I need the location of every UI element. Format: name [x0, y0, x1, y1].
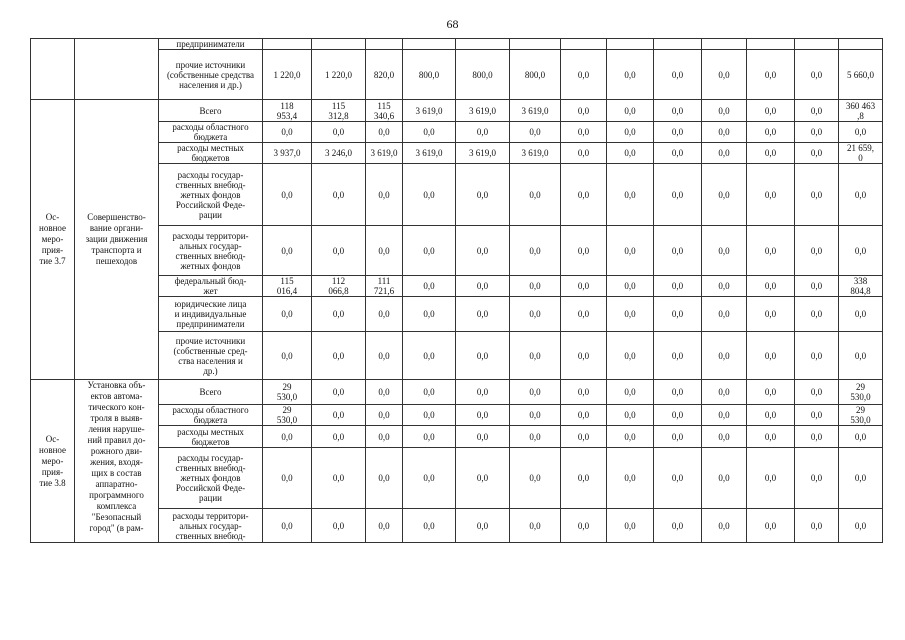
value-cell: 0,0: [795, 164, 839, 226]
value-cell: 0,0: [795, 509, 839, 543]
value-cell: 800,0: [510, 50, 561, 100]
value-cell: 0,0: [263, 122, 312, 143]
value-cell: 3 619,0: [403, 143, 456, 164]
value-cell: 0,0: [312, 122, 366, 143]
table-row: [31, 50, 883, 100]
value-cell: [747, 39, 795, 50]
value-cell: 0,0: [366, 405, 403, 426]
value-cell: 0,0: [839, 122, 883, 143]
value-cell: [510, 39, 561, 50]
value-cell: 0,0: [561, 448, 607, 509]
value-cell: 0,0: [607, 448, 654, 509]
funding-source: расходы областного бюджета: [159, 405, 263, 426]
value-cell: [839, 39, 883, 50]
value-cell: 0,0: [456, 426, 510, 448]
funding-source: расходы местных бюджетов: [159, 426, 263, 448]
value-cell: 0,0: [366, 226, 403, 276]
measure-name: Ос- новное меро- прия- тие 3.7: [31, 100, 75, 380]
value-cell: [366, 39, 403, 50]
value-cell: 0,0: [312, 332, 366, 380]
value-cell: 0,0: [561, 122, 607, 143]
value-cell: 0,0: [561, 143, 607, 164]
value-cell: 0,0: [607, 50, 654, 100]
value-cell: 0,0: [607, 276, 654, 297]
value-cell: 0,0: [747, 448, 795, 509]
table-row: [31, 100, 883, 122]
table-row: [31, 297, 883, 332]
value-cell: 0,0: [747, 276, 795, 297]
measure-name: Ос- новное меро- прия- тие 3.8: [31, 380, 75, 543]
value-cell: 3 619,0: [403, 100, 456, 122]
value-cell: 118 953,4: [263, 100, 312, 122]
value-cell: 0,0: [561, 276, 607, 297]
funding-source: расходы областного бюджета: [159, 122, 263, 143]
value-cell: 0,0: [839, 226, 883, 276]
value-cell: 0,0: [366, 509, 403, 543]
value-cell: 0,0: [702, 143, 747, 164]
value-cell: 0,0: [747, 226, 795, 276]
value-cell: 0,0: [510, 276, 561, 297]
value-cell: 0,0: [702, 509, 747, 543]
value-cell: 0,0: [403, 380, 456, 405]
value-cell: 29 530,0: [839, 405, 883, 426]
page-number: 68: [446, 17, 459, 31]
value-cell: 0,0: [795, 276, 839, 297]
value-cell: 1 220,0: [263, 50, 312, 100]
value-cell: 3 246,0: [312, 143, 366, 164]
value-cell: 0,0: [456, 276, 510, 297]
value-cell: 0,0: [747, 509, 795, 543]
value-cell: [654, 39, 702, 50]
value-cell: 0,0: [561, 164, 607, 226]
value-cell: 0,0: [702, 405, 747, 426]
value-cell: [561, 39, 607, 50]
value-cell: 21 659, 0: [839, 143, 883, 164]
value-cell: 0,0: [654, 122, 702, 143]
value-cell: 0,0: [456, 380, 510, 405]
value-cell: 0,0: [654, 100, 702, 122]
value-cell: 0,0: [561, 380, 607, 405]
measure-name: [31, 39, 75, 100]
value-cell: 0,0: [607, 143, 654, 164]
value-cell: 0,0: [263, 164, 312, 226]
value-cell: 0,0: [561, 226, 607, 276]
value-cell: 0,0: [702, 226, 747, 276]
value-cell: 0,0: [654, 226, 702, 276]
value-cell: [795, 39, 839, 50]
value-cell: [702, 39, 747, 50]
value-cell: 3 619,0: [456, 143, 510, 164]
value-cell: 0,0: [263, 332, 312, 380]
table-row: [31, 276, 883, 297]
value-cell: 115 016,4: [263, 276, 312, 297]
value-cell: 0,0: [263, 226, 312, 276]
value-cell: 0,0: [607, 226, 654, 276]
value-cell: 3 619,0: [510, 143, 561, 164]
value-cell: 0,0: [403, 164, 456, 226]
value-cell: 0,0: [795, 122, 839, 143]
value-cell: 0,0: [510, 509, 561, 543]
value-cell: 0,0: [795, 226, 839, 276]
funding-source: прочие источники (собственные средства населения и др.): [159, 50, 263, 100]
value-cell: 800,0: [456, 50, 510, 100]
value-cell: 0,0: [654, 405, 702, 426]
value-cell: 0,0: [795, 426, 839, 448]
value-cell: 0,0: [561, 50, 607, 100]
funding-source: расходы государ- ственных внебюд- жетных фондов Российской Феде- рации: [159, 164, 263, 226]
value-cell: 0,0: [747, 297, 795, 332]
value-cell: 0,0: [607, 122, 654, 143]
value-cell: 0,0: [366, 122, 403, 143]
value-cell: 0,0: [747, 164, 795, 226]
value-cell: 0,0: [607, 380, 654, 405]
funding-source: прочие источники (собственные сред- ства населения и др.): [159, 332, 263, 380]
value-cell: 0,0: [654, 143, 702, 164]
value-cell: 0,0: [702, 50, 747, 100]
value-cell: 0,0: [747, 332, 795, 380]
value-cell: 0,0: [654, 426, 702, 448]
table-row: [31, 426, 883, 448]
funding-source: расходы государ- ственных внебюд- жетных фондов Российской Феде- рации: [159, 448, 263, 509]
value-cell: 0,0: [366, 380, 403, 405]
value-cell: 0,0: [510, 380, 561, 405]
value-cell: 0,0: [654, 297, 702, 332]
value-cell: 0,0: [366, 448, 403, 509]
value-cell: 0,0: [607, 405, 654, 426]
value-cell: 0,0: [702, 426, 747, 448]
value-cell: 0,0: [403, 332, 456, 380]
value-cell: 820,0: [366, 50, 403, 100]
value-cell: 3 937,0: [263, 143, 312, 164]
value-cell: 0,0: [747, 380, 795, 405]
value-cell: 0,0: [312, 426, 366, 448]
value-cell: 0,0: [654, 332, 702, 380]
value-cell: 3 619,0: [366, 143, 403, 164]
value-cell: 0,0: [795, 448, 839, 509]
value-cell: 0,0: [403, 122, 456, 143]
value-cell: 0,0: [510, 164, 561, 226]
value-cell: 0,0: [456, 332, 510, 380]
value-cell: 0,0: [702, 122, 747, 143]
value-cell: 3 619,0: [510, 100, 561, 122]
value-cell: [403, 39, 456, 50]
value-cell: 0,0: [839, 509, 883, 543]
value-cell: 0,0: [456, 405, 510, 426]
value-cell: 0,0: [702, 164, 747, 226]
value-cell: 0,0: [403, 405, 456, 426]
table-row: [31, 122, 883, 143]
value-cell: 0,0: [795, 297, 839, 332]
value-cell: 0,0: [312, 509, 366, 543]
value-cell: 0,0: [312, 297, 366, 332]
value-cell: [263, 39, 312, 50]
value-cell: 0,0: [510, 448, 561, 509]
value-cell: 0,0: [702, 448, 747, 509]
value-cell: 0,0: [839, 448, 883, 509]
value-cell: 0,0: [654, 50, 702, 100]
value-cell: 0,0: [403, 297, 456, 332]
value-cell: 0,0: [795, 143, 839, 164]
value-cell: 0,0: [456, 164, 510, 226]
value-cell: 0,0: [795, 380, 839, 405]
measure-description: Установка объ- ектов автома- тического кон- троля в выяв- ления наруше- ний правил до- рожного дви- жения, входя- щих в состав аппаратно- программного комплекса "Безопасный город" (в рам-: [75, 380, 159, 543]
value-cell: 111 721,6: [366, 276, 403, 297]
value-cell: 0,0: [312, 380, 366, 405]
value-cell: 0,0: [795, 100, 839, 122]
table-row: [31, 164, 883, 226]
funding-source: расходы территори- альных государ- ственных внебюд-: [159, 509, 263, 543]
value-cell: 0,0: [456, 122, 510, 143]
value-cell: 0,0: [510, 297, 561, 332]
value-cell: 0,0: [456, 448, 510, 509]
table-body: [31, 39, 883, 543]
value-cell: 0,0: [747, 143, 795, 164]
value-cell: 0,0: [747, 405, 795, 426]
funding-source: расходы территори- альных государ- ственных внебюд- жетных фондов: [159, 226, 263, 276]
table-row: [31, 405, 883, 426]
value-cell: [456, 39, 510, 50]
value-cell: 0,0: [702, 297, 747, 332]
value-cell: [607, 39, 654, 50]
value-cell: 0,0: [839, 332, 883, 380]
value-cell: 0,0: [510, 226, 561, 276]
value-cell: 0,0: [607, 100, 654, 122]
table-row: [31, 509, 883, 543]
value-cell: 0,0: [607, 332, 654, 380]
value-cell: 0,0: [747, 122, 795, 143]
value-cell: 338 804,8: [839, 276, 883, 297]
value-cell: 0,0: [510, 122, 561, 143]
value-cell: 0,0: [403, 509, 456, 543]
value-cell: 0,0: [312, 405, 366, 426]
table-row: [31, 448, 883, 509]
value-cell: 0,0: [403, 226, 456, 276]
funding-source: федеральный бюд- жет: [159, 276, 263, 297]
measure-description: [75, 39, 159, 100]
value-cell: 0,0: [607, 297, 654, 332]
measure-description: Совершенство- вание органи- зации движения транспорта и пешеходов: [75, 100, 159, 380]
value-cell: 360 463 ,8: [839, 100, 883, 122]
value-cell: 0,0: [654, 164, 702, 226]
value-cell: 0,0: [654, 448, 702, 509]
value-cell: 0,0: [403, 448, 456, 509]
value-cell: [312, 39, 366, 50]
value-cell: 0,0: [747, 426, 795, 448]
value-cell: 0,0: [561, 405, 607, 426]
value-cell: 0,0: [795, 50, 839, 100]
value-cell: 1 220,0: [312, 50, 366, 100]
value-cell: 0,0: [839, 426, 883, 448]
value-cell: 29 530,0: [263, 405, 312, 426]
value-cell: 0,0: [702, 332, 747, 380]
table-row: [31, 226, 883, 276]
value-cell: 0,0: [654, 509, 702, 543]
value-cell: 0,0: [654, 276, 702, 297]
funding-source: Всего: [159, 380, 263, 405]
value-cell: 0,0: [366, 332, 403, 380]
funding-source: расходы местных бюджетов: [159, 143, 263, 164]
value-cell: 0,0: [366, 164, 403, 226]
value-cell: 0,0: [561, 100, 607, 122]
value-cell: 0,0: [747, 100, 795, 122]
value-cell: 0,0: [839, 297, 883, 332]
value-cell: 0,0: [839, 164, 883, 226]
value-cell: 29 530,0: [839, 380, 883, 405]
value-cell: 0,0: [366, 426, 403, 448]
table-row: [31, 143, 883, 164]
value-cell: 0,0: [795, 332, 839, 380]
funding-source: предприниматели: [159, 39, 263, 50]
table-row: [31, 332, 883, 380]
table-row: [31, 380, 883, 405]
funding-source: Всего: [159, 100, 263, 122]
value-cell: 0,0: [607, 426, 654, 448]
value-cell: 0,0: [312, 164, 366, 226]
value-cell: 29 530,0: [263, 380, 312, 405]
value-cell: 0,0: [456, 509, 510, 543]
value-cell: 0,0: [263, 297, 312, 332]
value-cell: 800,0: [403, 50, 456, 100]
value-cell: 0,0: [456, 297, 510, 332]
value-cell: 115 340,6: [366, 100, 403, 122]
value-cell: 0,0: [263, 426, 312, 448]
value-cell: 0,0: [747, 50, 795, 100]
value-cell: 112 066,8: [312, 276, 366, 297]
funding-source: юридические лица и индивидуальные предприниматели: [159, 297, 263, 332]
value-cell: 0,0: [561, 426, 607, 448]
value-cell: 0,0: [795, 405, 839, 426]
value-cell: 0,0: [561, 332, 607, 380]
value-cell: 0,0: [510, 405, 561, 426]
value-cell: 0,0: [654, 380, 702, 405]
value-cell: 0,0: [263, 448, 312, 509]
value-cell: 0,0: [366, 297, 403, 332]
value-cell: 0,0: [403, 276, 456, 297]
value-cell: 0,0: [607, 164, 654, 226]
value-cell: 0,0: [702, 100, 747, 122]
value-cell: 0,0: [702, 276, 747, 297]
value-cell: 0,0: [456, 226, 510, 276]
value-cell: 0,0: [561, 297, 607, 332]
value-cell: 0,0: [702, 380, 747, 405]
value-cell: 0,0: [561, 509, 607, 543]
value-cell: 0,0: [403, 426, 456, 448]
value-cell: 115 312,8: [312, 100, 366, 122]
table-row: [31, 39, 883, 50]
budget-table: [30, 38, 883, 543]
value-cell: 0,0: [312, 448, 366, 509]
value-cell: 0,0: [312, 226, 366, 276]
value-cell: 3 619,0: [456, 100, 510, 122]
value-cell: 5 660,0: [839, 50, 883, 100]
value-cell: 0,0: [510, 426, 561, 448]
value-cell: 0,0: [510, 332, 561, 380]
value-cell: 0,0: [263, 509, 312, 543]
value-cell: 0,0: [607, 509, 654, 543]
